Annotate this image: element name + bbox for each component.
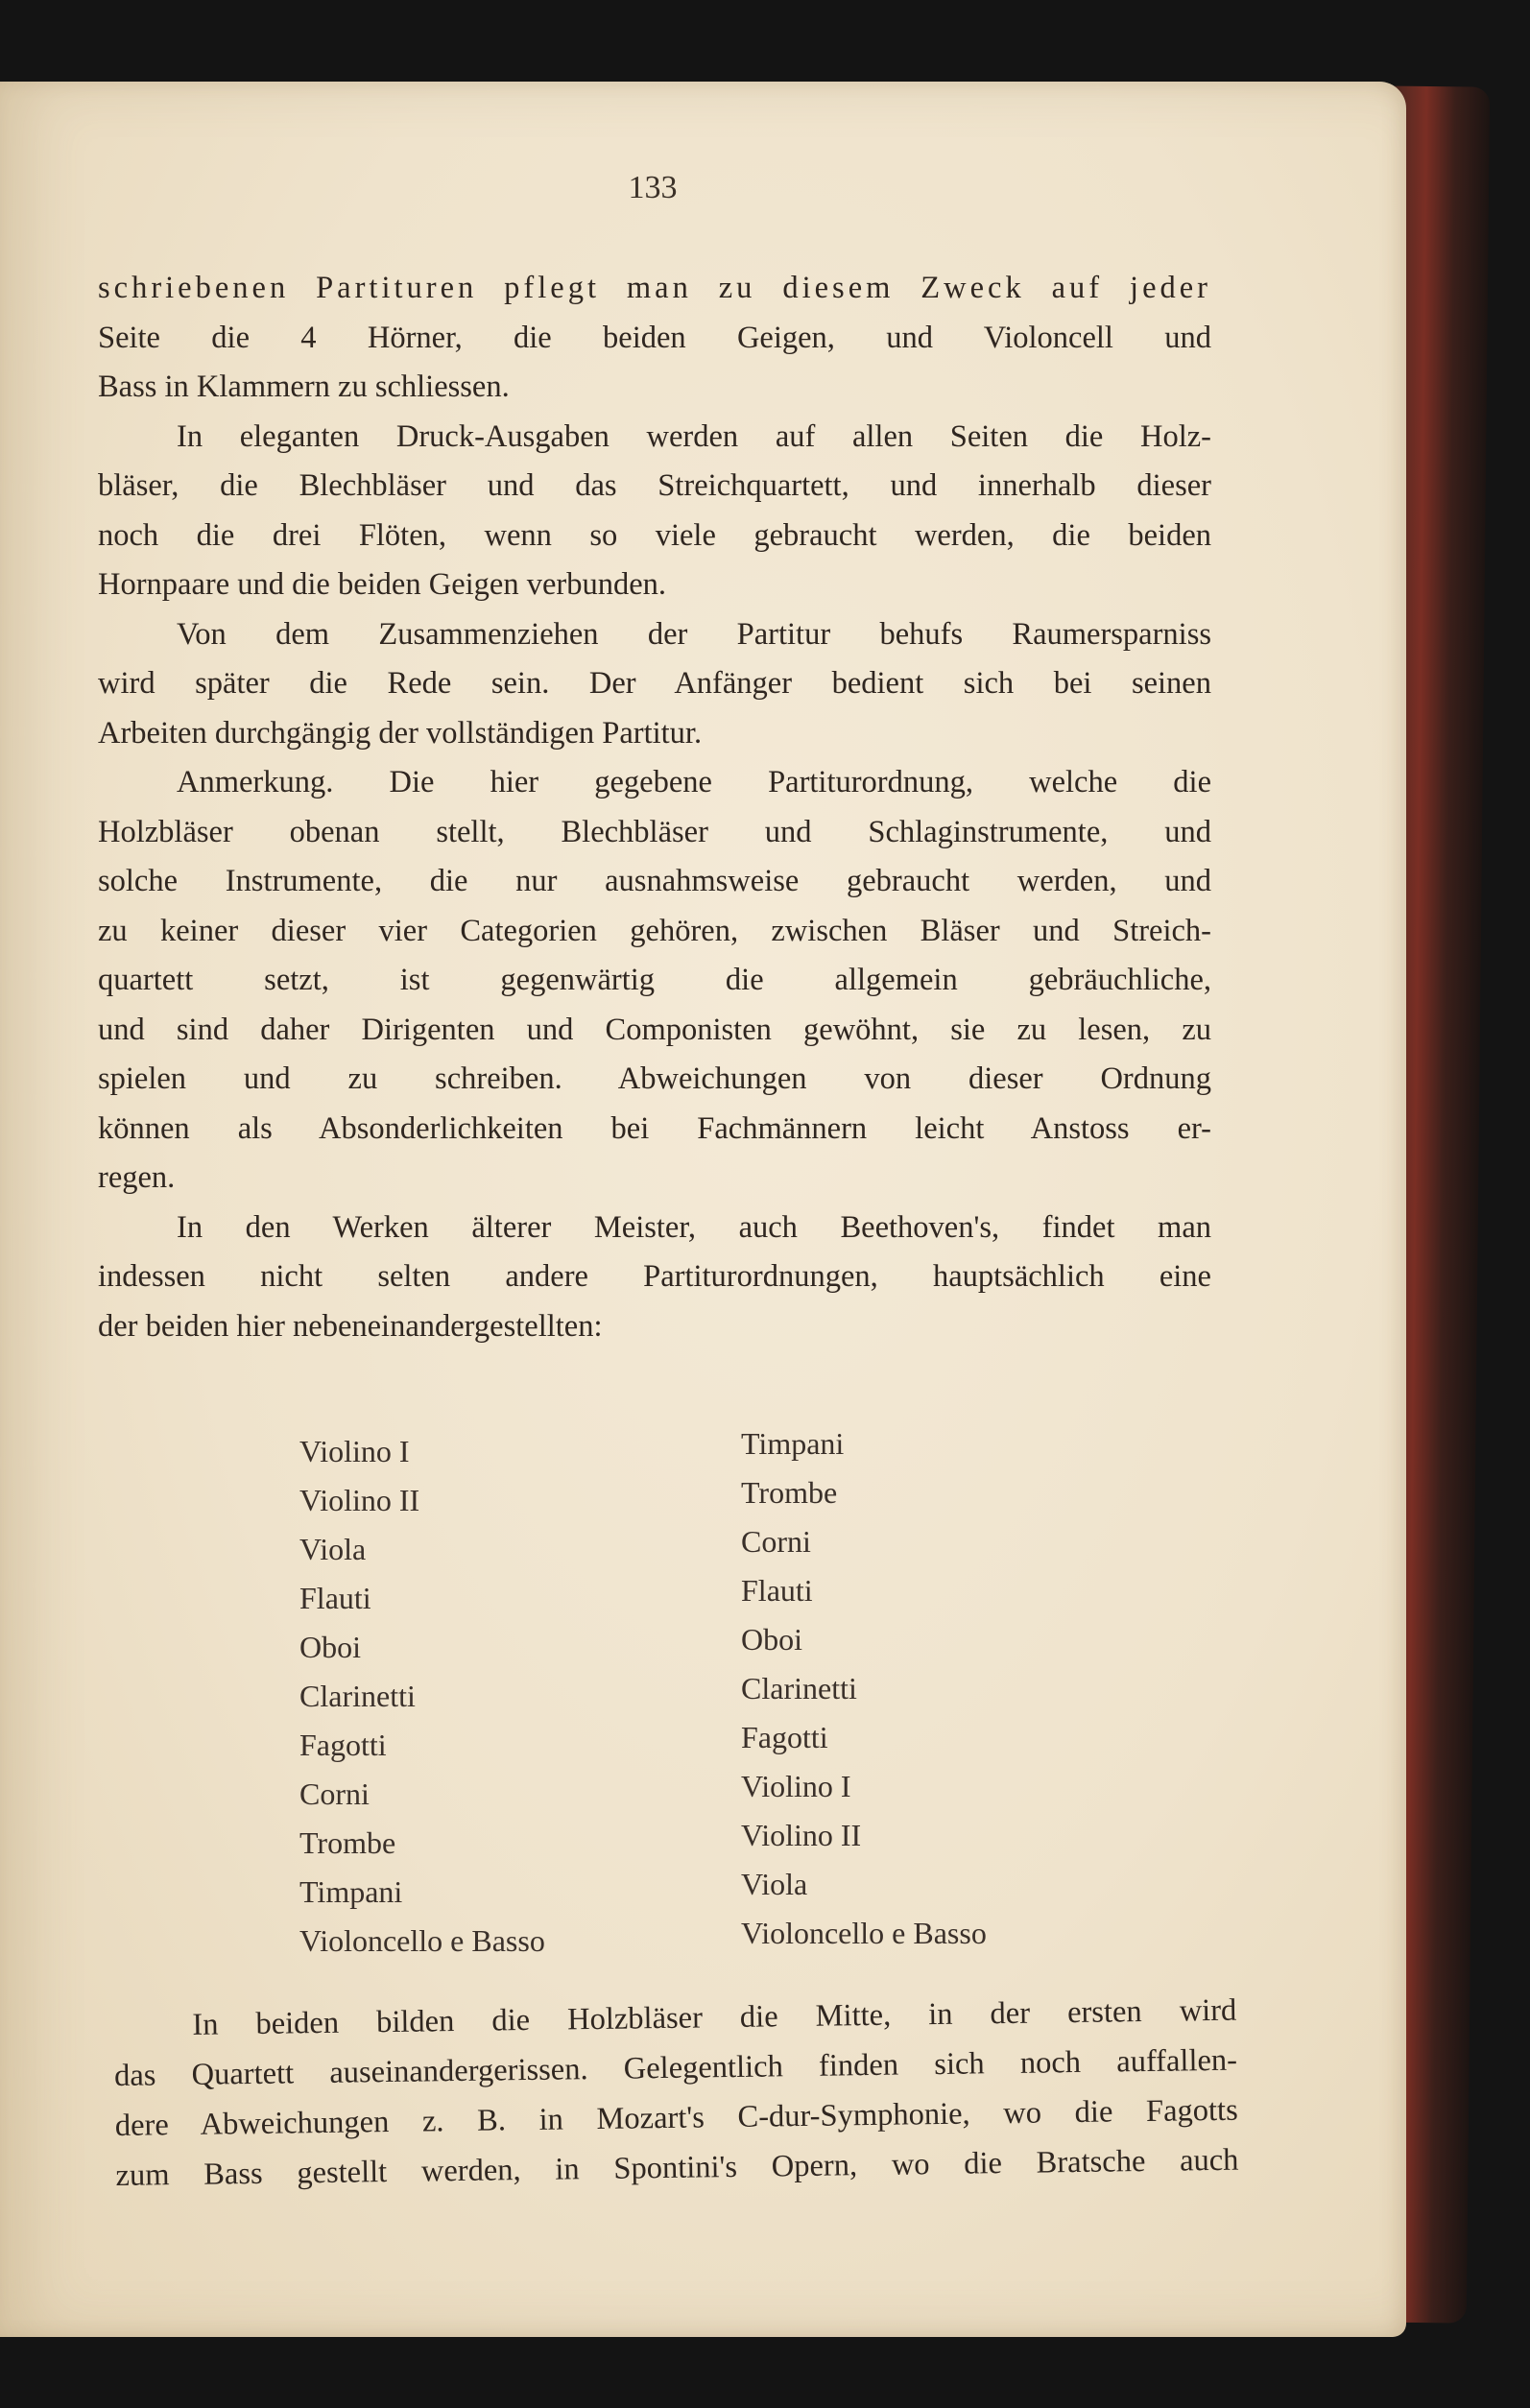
text-line: der beiden hier nebeneinandergestellten: bbox=[98, 1308, 603, 1344]
text-line: indessen nicht selten andere Partiturordnungen, hauptsächlich eine bbox=[98, 1259, 1211, 1294]
text-line: In eleganten Druck-Ausgaben werden auf allen Seiten die Holz- bbox=[177, 418, 1211, 454]
instrument-entry: Clarinetti bbox=[299, 1679, 416, 1713]
instrument-entry: Oboi bbox=[741, 1622, 802, 1657]
text-line: Seite die 4 Hörner, die beiden Geigen, und Violoncell und bbox=[98, 320, 1211, 355]
book-page bbox=[0, 82, 1406, 2337]
instrument-entry: Timpani bbox=[741, 1426, 845, 1461]
text-line: Hornpaare und die beiden Geigen verbunden. bbox=[98, 567, 666, 602]
instrument-entry: Viola bbox=[299, 1532, 367, 1566]
text-line: noch die drei Flöten, wenn so viele gebraucht werden, die beiden bbox=[98, 517, 1211, 553]
instrument-entry: Fagotti bbox=[299, 1728, 387, 1762]
page-number: 133 bbox=[628, 170, 678, 205]
text-line: und sind daher Dirigenten und Componisten gewöhnt, sie zu lesen, zu bbox=[98, 1012, 1211, 1047]
instrument-entry: Flauti bbox=[741, 1573, 813, 1608]
text-line: spielen und zu schreiben. Abweichungen von dieser Ordnung bbox=[98, 1061, 1211, 1096]
text-line: dere Abweichungen z. B. in Mozart's C-dur-Symphonie, wo die Fagotts bbox=[114, 2092, 1238, 2143]
instrument-entry: Corni bbox=[741, 1524, 811, 1559]
score-order-right bbox=[741, 1419, 987, 1958]
text-line: Holzbläser obenan stellt, Blechbläser und Schlaginstrumente, und bbox=[98, 814, 1211, 849]
instrument-entry: Trombe bbox=[741, 1475, 838, 1510]
text-line: In den Werken älterer Meister, auch Beethoven's, findet man bbox=[177, 1209, 1211, 1245]
instrument-entry: Violino II bbox=[299, 1483, 420, 1517]
instrument-entry: Violoncello e Basso bbox=[741, 1916, 987, 1950]
text-line: Arbeiten durchgängig der vollständigen Partitur. bbox=[98, 715, 703, 751]
text-line: wird später die Rede sein. Der Anfänger bedient sich bei seinen bbox=[98, 666, 1211, 701]
instrument-entry: Trombe bbox=[299, 1825, 396, 1860]
instrument-entry: Fagotti bbox=[741, 1720, 828, 1754]
main-text bbox=[98, 264, 1211, 1351]
instrument-entry: Oboi bbox=[299, 1630, 361, 1664]
text-line: schriebenen Partituren pflegt man zu diesem Zweck auf jeder bbox=[98, 271, 1211, 305]
text-line: das Quartett auseinandergerissen. Gelegentlich finden sich noch auffallen- bbox=[113, 2042, 1238, 2093]
instrument-entry: Timpani bbox=[299, 1874, 403, 1909]
text-line: solche Instrumente, die nur ausnahmsweise gebraucht werden, und bbox=[98, 864, 1211, 898]
text-line: quartett setzt, ist gegenwärtig die allgemein gebräuchliche, bbox=[98, 963, 1211, 997]
instrument-entry: Flauti bbox=[299, 1581, 371, 1615]
score-order-left bbox=[299, 1427, 545, 1966]
text-line: regen. bbox=[98, 1160, 176, 1195]
text-line: zum Bass gestellt werden, in Spontini's Opern, wo die Bratsche auch bbox=[115, 2142, 1239, 2193]
instrument-entry: Corni bbox=[299, 1776, 370, 1811]
instrument-entry: Violoncello e Basso bbox=[299, 1923, 545, 1958]
text-line: Von dem Zusammenziehen der Partitur behufs Raumersparniss bbox=[177, 616, 1211, 652]
text-line: Anmerkung. Die hier gegebene Partiturordnung, welche die bbox=[177, 765, 1211, 799]
instrument-entry: Clarinetti bbox=[741, 1671, 857, 1705]
text-line: können als Absonderlichkeiten bei Fachmännern leicht Anstoss er- bbox=[98, 1110, 1211, 1146]
instrument-entry: Viola bbox=[741, 1867, 808, 1901]
instrument-entry: Violino I bbox=[741, 1769, 851, 1803]
instrument-entry: Violino II bbox=[741, 1818, 862, 1852]
text-line: Bass in Klammern zu schliessen. bbox=[98, 370, 510, 404]
text-line: In beiden bilden die Holzbläser die Mitte, in der ersten wird bbox=[192, 1992, 1237, 2042]
instrument-entry: Violino I bbox=[299, 1434, 410, 1468]
closing-paragraph bbox=[113, 1986, 1239, 2201]
text-line: zu keiner dieser vier Categorien gehören, zwischen Bläser und Streich- bbox=[98, 913, 1211, 948]
text-line: bläser, die Blechbläser und das Streichquartett, und innerhalb dieser bbox=[98, 468, 1211, 503]
